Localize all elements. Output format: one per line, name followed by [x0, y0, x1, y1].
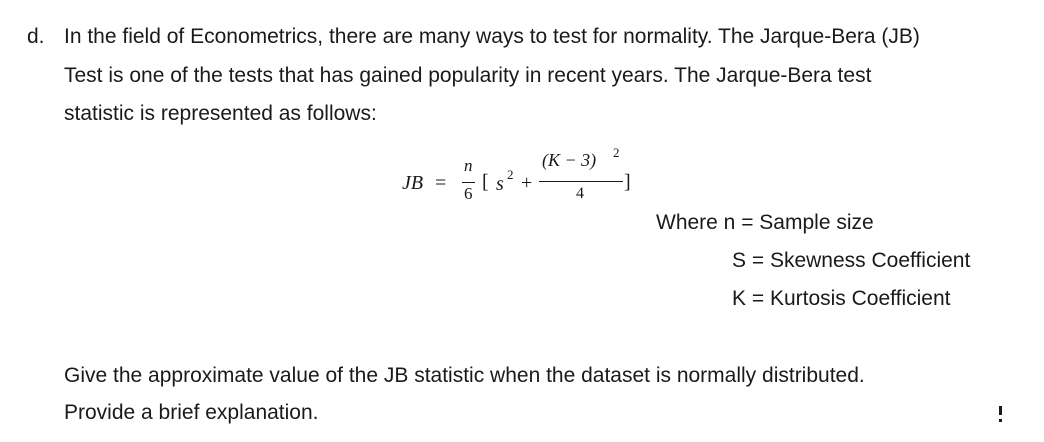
open-bracket: [ [482, 171, 489, 193]
prompt-line-2: Provide a brief explanation. [64, 401, 319, 424]
s-exponent: 2 [507, 167, 514, 182]
question-label: d. [27, 25, 45, 48]
intro-line-1: In the field of Econometrics, there are many ways to test for normality. The Jarque-Bera (JB) [64, 25, 920, 48]
margin-mark [999, 406, 1002, 415]
formula-plus: + [521, 172, 533, 194]
formula-equals: = [435, 172, 447, 194]
prompt-line-1: Give the approximate value of the JB statistic when the dataset is normally distributed. [64, 364, 865, 387]
margin-mark-dot [999, 419, 1002, 422]
definition-n: Where n = Sample size [656, 211, 874, 234]
close-bracket: ] [624, 171, 631, 193]
s-variable: s [496, 173, 504, 195]
frac2-denominator: 4 [576, 185, 584, 202]
intro-line-2: Test is one of the tests that has gained popularity in recent years. The Jarque-Bera test [64, 64, 872, 87]
frac2-bar [539, 181, 623, 182]
definition-s: S = Skewness Coefficient [732, 249, 971, 272]
definition-k: K = Kurtosis Coefficient [732, 287, 951, 310]
frac1-denominator: 6 [464, 184, 473, 203]
frac2-numerator: (K − 3) [542, 150, 597, 170]
intro-line-3: statistic is represented as follows: [64, 102, 377, 125]
formula-lhs: JB [402, 172, 424, 194]
frac1-bar [462, 182, 475, 183]
frac1-numerator: n [464, 156, 473, 175]
frac2-numerator-exponent: 2 [613, 145, 620, 160]
